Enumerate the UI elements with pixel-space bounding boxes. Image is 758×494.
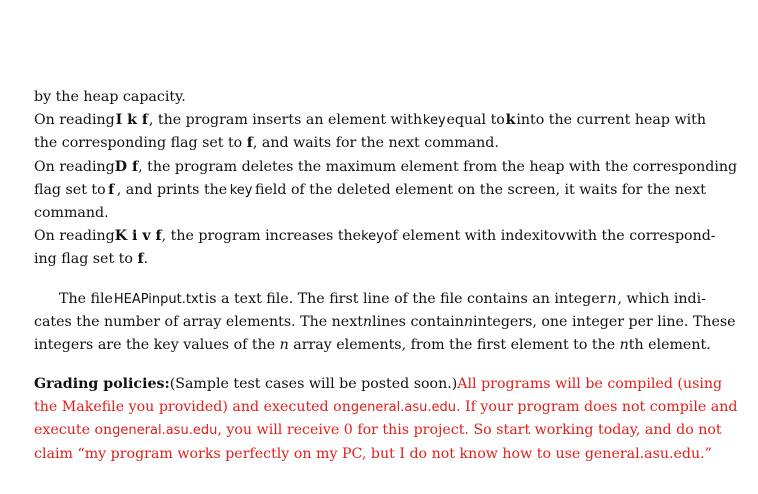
- text-line: [34, 132, 706, 155]
- variable-term: f: [246, 135, 253, 152]
- text-line: [34, 156, 738, 179]
- text-run: (Sample test cases will be posted soon.): [169, 376, 458, 393]
- text-run: .: [143, 251, 149, 268]
- text-run: lines contain: [372, 313, 464, 330]
- text-run: of element with index: [383, 228, 540, 245]
- hostname: general.asu.edu: [112, 423, 218, 439]
- math-var: n: [607, 290, 617, 307]
- text-run: is a text file. The first line of the file contains an integer: [204, 290, 607, 307]
- text-run: flag set to: [34, 181, 106, 198]
- warning-run: , you will receive 0 for this project. So start working today, and do not: [217, 422, 722, 439]
- text-run: equal to: [446, 112, 505, 129]
- text-line: [34, 334, 711, 357]
- text-run: On reading: [34, 158, 115, 175]
- text-line: [34, 225, 716, 248]
- text-run: array elements, from the first element to the: [293, 336, 616, 353]
- text-line: [34, 109, 706, 132]
- text-line: [34, 179, 706, 202]
- variable-term: f: [137, 251, 144, 268]
- text-run: with the correspond-: [565, 228, 716, 245]
- text-run: by the heap capacity.: [34, 89, 186, 105]
- text-run: On reading: [34, 112, 115, 129]
- hostname: general.asu.edu: [350, 400, 456, 416]
- warning-run: execute on: [34, 422, 113, 439]
- text-run: , the program increases the: [161, 228, 362, 245]
- text-run: ing flag set to: [34, 251, 133, 268]
- text-line: [34, 311, 736, 334]
- variable-term: f: [108, 181, 115, 198]
- warning-run: claim “my program works perfectly on my PC, but I do not know how to use general.asu.edu.”: [34, 445, 712, 462]
- text-run: On reading: [34, 228, 115, 245]
- section-heading: Grading policies:: [34, 376, 170, 393]
- text-run: cates the number of array elements. The next: [34, 313, 363, 330]
- text-run: , and waits for the next command.: [252, 135, 499, 152]
- code-term: key: [361, 229, 384, 245]
- paragraph-gap: [34, 357, 706, 373]
- text-run: th element.: [628, 336, 711, 353]
- code-term: i: [539, 229, 544, 245]
- variable-term: k: [505, 112, 516, 129]
- text-line: [34, 248, 706, 271]
- text-run: the corresponding flag set to: [34, 135, 243, 152]
- math-var: n: [463, 313, 474, 330]
- warning-run: the Makefile you provided) and executed on: [34, 399, 351, 416]
- math-var: n: [279, 336, 289, 353]
- text-run: The file: [59, 290, 113, 307]
- text-run: , and prints the: [116, 181, 228, 198]
- math-var: n: [619, 336, 629, 353]
- text-run: , which indi-: [617, 290, 706, 307]
- command-code: K i v f: [114, 228, 162, 245]
- text-line: [34, 202, 706, 225]
- text-run: , the program deletes the maximum element from the heap with the corresponding: [138, 158, 738, 175]
- warning-run: . If your program does not compile and: [456, 399, 738, 416]
- text-run: , the program inserts an element with: [148, 112, 423, 129]
- text-run: command.: [34, 204, 109, 221]
- text-run: to: [543, 228, 558, 245]
- warning-text: [457, 373, 722, 396]
- command-code: I k f: [115, 112, 149, 129]
- paragraph-gap: [34, 272, 706, 288]
- text-line: [34, 86, 706, 109]
- command-code: D f: [114, 158, 139, 175]
- warning-run: All programs will be compiled (using: [457, 376, 723, 393]
- text-line: [34, 288, 706, 311]
- text-line: [34, 396, 738, 419]
- text-run: integers are the key values of the: [34, 336, 276, 353]
- filename: HEAPinput.txt: [113, 291, 204, 307]
- code-term: v: [557, 229, 566, 245]
- document-page: [34, 86, 738, 466]
- code-term: key: [229, 182, 253, 198]
- text-run: into the current heap with: [516, 112, 706, 129]
- math-var: n: [362, 313, 373, 330]
- text-line: [34, 443, 712, 466]
- code-term: key: [422, 113, 446, 129]
- text-line: [34, 373, 723, 396]
- text-run: integers, one integer per line. These: [473, 313, 736, 330]
- text-line: [34, 419, 722, 442]
- text-run: field of the deleted element on the screen, it waits for the next: [254, 181, 706, 198]
